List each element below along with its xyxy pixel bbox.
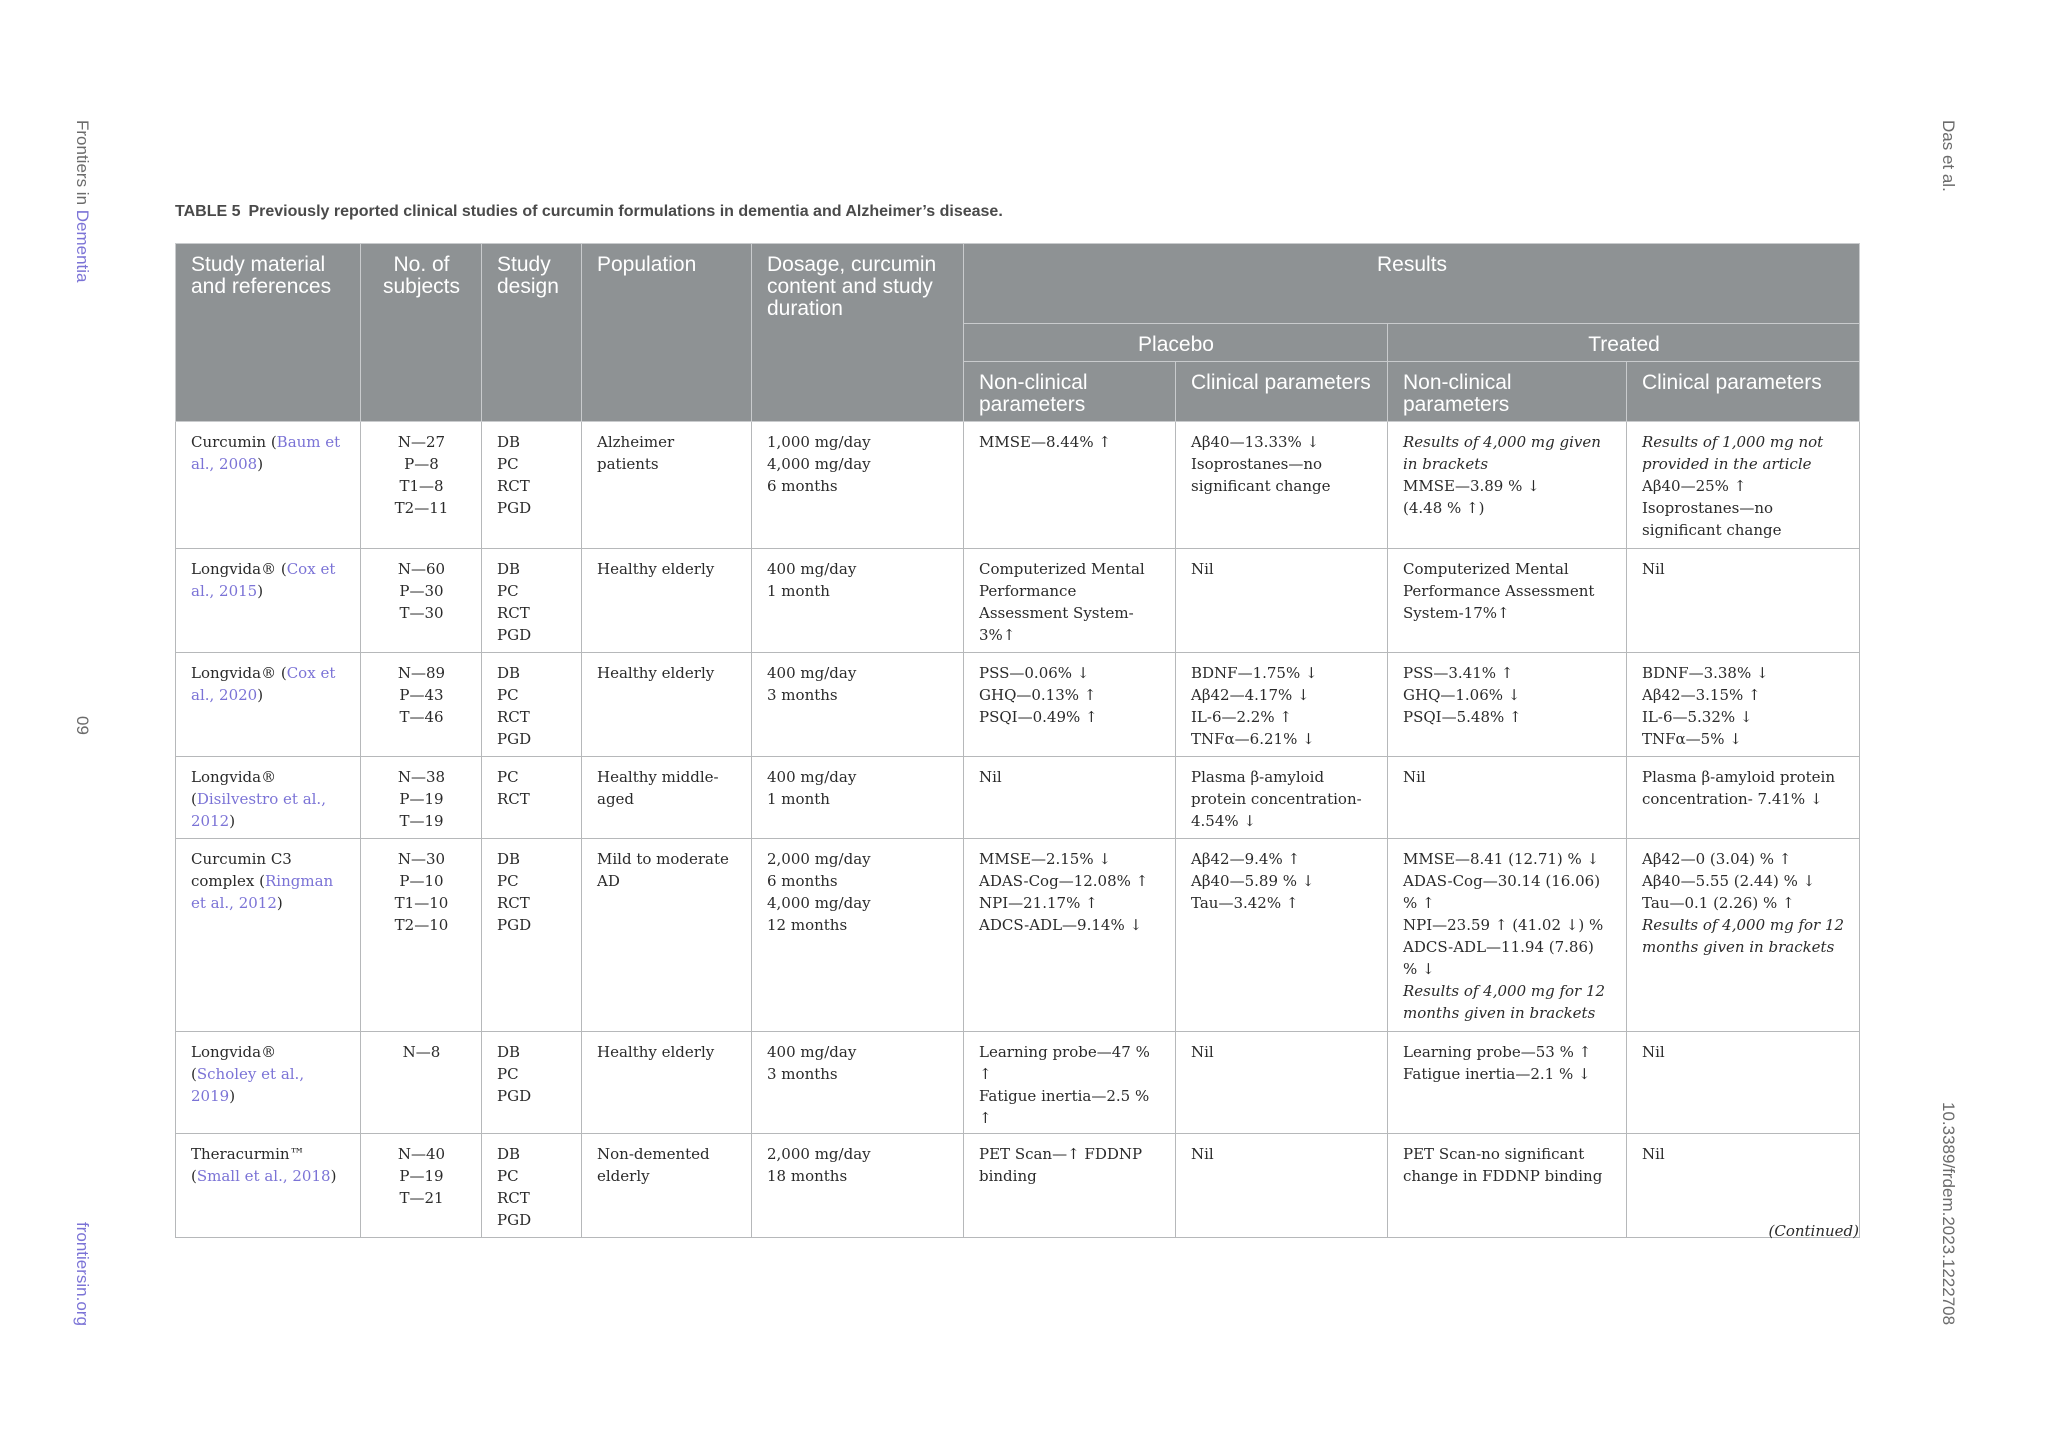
dosage-cell: 400 mg/day 3 months (752, 653, 964, 757)
study-material-cell: Theracurmin™ (Small et al., 2018) (176, 1134, 361, 1238)
treated-nonclinical-cell: PSS—3.41% ↑ GHQ—1.06% ↓ PSQI—5.48% ↑ (1388, 653, 1627, 757)
population-cell: Alzheimer patients (582, 422, 752, 549)
journal-website[interactable]: frontiersin.org (73, 1222, 92, 1326)
table-row (176, 422, 1860, 549)
citation-link[interactable]: Cox et al., 2020 (191, 664, 336, 704)
citation-link[interactable]: Baum et al., 2008 (191, 433, 341, 473)
design-cell: DB PC RCT PGD (482, 653, 582, 757)
placebo-clinical-cell: Plasma β-amyloid protein concentration- 4.54% ↓ (1176, 757, 1388, 839)
table-row (176, 549, 1860, 653)
citation-link[interactable]: Cox et al., 2015 (191, 560, 336, 600)
design-cell: DB PC RCT PGD (482, 839, 582, 1032)
design-cell: DB PC RCT PGD (482, 549, 582, 653)
treated-nonclinical-cell: Nil (1388, 757, 1627, 839)
treated-nonclinical-cell: Learning probe—53 % ↑ Fatigue inertia—2.1 % ↓ (1388, 1032, 1627, 1134)
table-row (176, 839, 1860, 1032)
population-cell: Healthy elderly (582, 549, 752, 653)
study-material-cell: Longvida® (Scholey et al., 2019) (176, 1032, 361, 1134)
design-cell: DB PC RCT PGD (482, 1134, 582, 1238)
study-material-cell: Longvida® (Cox et al., 2020) (176, 653, 361, 757)
cell-note: Results of 4,000 mg for 12 months given in brackets (1403, 982, 1606, 1022)
citation-link[interactable]: Ringman et al., 2012 (191, 872, 334, 912)
population-cell: Healthy elderly (582, 653, 752, 757)
table-label: TABLE 5 (175, 203, 241, 220)
population-cell: Mild to moderate AD (582, 839, 752, 1032)
header-treated: Treated (1388, 324, 1860, 362)
cell-note: Results of 4,000 mg given in brackets (1403, 433, 1601, 473)
citation-link[interactable]: Scholey et al., 2019 (191, 1065, 305, 1105)
table-row (176, 653, 1860, 757)
study-material-cell: Longvida® (Disilvestro et al., 2012) (176, 757, 361, 839)
dosage-cell: 2,000 mg/day 18 months (752, 1134, 964, 1238)
table-row (176, 1134, 1860, 1238)
header-study-material: Study material and references (176, 244, 361, 422)
dosage-cell: 1,000 mg/day 4,000 mg/day 6 months (752, 422, 964, 549)
dosage-cell: 400 mg/day 1 month (752, 549, 964, 653)
citation-link[interactable]: Small et al., 2018 (196, 1167, 331, 1185)
table-caption (175, 203, 1003, 221)
journal-name: Frontiers in Dementia (73, 120, 92, 283)
subjects-cell: N—60 P—30 T—30 (361, 549, 482, 653)
running-authors: Das et al. (1939, 120, 1958, 192)
table-row (176, 757, 1860, 839)
placebo-nonclinical-cell: MMSE—2.15% ↓ ADAS-Cog—12.08% ↑ NPI—21.17% ↑ ADCS-ADL—9.14% ↓ (964, 839, 1176, 1032)
page-number: 09 (73, 716, 92, 735)
doi[interactable]: 10.3389/frdem.2023.1222708 (1939, 1102, 1958, 1326)
citation-link[interactable]: Disilvestro et al., 2012 (191, 790, 326, 830)
placebo-nonclinical-cell: Nil (964, 757, 1176, 839)
placebo-nonclinical-cell: PET Scan—↑ FDDNP binding (964, 1134, 1176, 1238)
subjects-cell: N—38 P—19 T—19 (361, 757, 482, 839)
header-population: Population (582, 244, 752, 422)
header-subjects: No. of subjects (361, 244, 482, 422)
subjects-cell: N—30 P—10 T1—10 T2—10 (361, 839, 482, 1032)
subjects-cell: N—89 P—43 T—46 (361, 653, 482, 757)
treated-nonclinical-cell: MMSE—8.41 (12.71) % ↓ ADAS-Cog—30.14 (16.06) % ↑ NPI—23.59 ↑ (41.02 ↓) % ADCS-ADL—11.94 (7.86) % ↓ Results of 4,000 mg for 12 months given in brackets (1388, 839, 1627, 1032)
cell-note: Results of 1,000 mg not provided in the article (1642, 433, 1824, 473)
treated-clinical-cell: BDNF—3.38% ↓ Aβ42—3.15% ↑ IL-6—5.32% ↓ TNFα—5% ↓ (1627, 653, 1860, 757)
header-treated-clinical: Clinical parameters (1627, 362, 1860, 422)
design-cell: DB PC PGD (482, 1032, 582, 1134)
population-cell: Non-demented elderly (582, 1134, 752, 1238)
treated-clinical-cell: Results of 1,000 mg not provided in the article Aβ40—25% ↑ Isoprostanes—no significant change (1627, 422, 1860, 549)
subjects-cell: N—40 P—19 T—21 (361, 1134, 482, 1238)
placebo-clinical-cell: Nil (1176, 1134, 1388, 1238)
table-caption-text: Previously reported clinical studies of curcumin formulations in dementia and Alzheimer’s disease. (248, 203, 1003, 220)
dosage-cell: 400 mg/day 1 month (752, 757, 964, 839)
continued-note: (Continued) (1768, 1222, 1859, 1240)
treated-clinical-cell: Nil (1627, 549, 1860, 653)
placebo-nonclinical-cell: Learning probe—47 % ↑ Fatigue inertia—2.5 % ↑ (964, 1032, 1176, 1134)
study-material-cell: Curcumin (Baum et al., 2008) (176, 422, 361, 549)
study-material-cell: Curcumin C3 complex (Ringman et al., 2012) (176, 839, 361, 1032)
treated-clinical-cell: Aβ42—0 (3.04) % ↑ Aβ40—5.55 (2.44) % ↓ Tau—0.1 (2.26) % ↑ Results of 4,000 mg for 12 months given in brackets (1627, 839, 1860, 1032)
placebo-clinical-cell: Nil (1176, 549, 1388, 653)
dosage-cell: 2,000 mg/day 6 months 4,000 mg/day 12 months (752, 839, 964, 1032)
header-dosage: Dosage, curcumin content and study duration (752, 244, 964, 422)
treated-nonclinical-cell: PET Scan-no significant change in FDDNP binding (1388, 1134, 1627, 1238)
subjects-cell: N—27 P—8 T1—8 T2—11 (361, 422, 482, 549)
header-placebo-clinical: Clinical parameters (1176, 362, 1388, 422)
study-material-cell: Longvida® (Cox et al., 2015) (176, 549, 361, 653)
placebo-clinical-cell: Nil (1176, 1032, 1388, 1134)
placebo-clinical-cell: Aβ42—9.4% ↑ Aβ40—5.89 % ↓ Tau—3.42% ↑ (1176, 839, 1388, 1032)
population-cell: Healthy elderly (582, 1032, 752, 1134)
placebo-clinical-cell: Aβ40—13.33% ↓ Isoprostanes—no significant change (1176, 422, 1388, 549)
subjects-cell: N—8 (361, 1032, 482, 1134)
cell-note: Results of 4,000 mg for 12 months given in brackets (1642, 916, 1845, 956)
results-table (175, 243, 1860, 1238)
treated-nonclinical-cell: Results of 4,000 mg given in brackets MMSE—3.89 % ↓ (4.48 % ↑) (1388, 422, 1627, 549)
placebo-nonclinical-cell: Computerized Mental Performance Assessment System-3%↑ (964, 549, 1176, 653)
design-cell: PC RCT (482, 757, 582, 839)
treated-clinical-cell: Nil (1627, 1134, 1860, 1238)
design-cell: DB PC RCT PGD (482, 422, 582, 549)
population-cell: Healthy middle-aged (582, 757, 752, 839)
dosage-cell: 400 mg/day 3 months (752, 1032, 964, 1134)
placebo-nonclinical-cell: MMSE—8.44% ↑ (964, 422, 1176, 549)
header-study-design: Study design (482, 244, 582, 422)
header-placebo-nonclinical: Non-clinical parameters (964, 362, 1176, 422)
treated-clinical-cell: Nil (1627, 1032, 1860, 1134)
placebo-nonclinical-cell: PSS—0.06% ↓ GHQ—0.13% ↑ PSQI—0.49% ↑ (964, 653, 1176, 757)
header-placebo: Placebo (964, 324, 1388, 362)
header-results: Results (964, 244, 1860, 324)
header-treated-nonclinical: Non-clinical parameters (1388, 362, 1627, 422)
table-row (176, 1032, 1860, 1134)
treated-clinical-cell: Plasma β-amyloid protein concentration- 7.41% ↓ (1627, 757, 1860, 839)
treated-nonclinical-cell: Computerized Mental Performance Assessment System-17%↑ (1388, 549, 1627, 653)
placebo-clinical-cell: BDNF—1.75% ↓ Aβ42—4.17% ↓ IL-6—2.2% ↑ TNFα—6.21% ↓ (1176, 653, 1388, 757)
